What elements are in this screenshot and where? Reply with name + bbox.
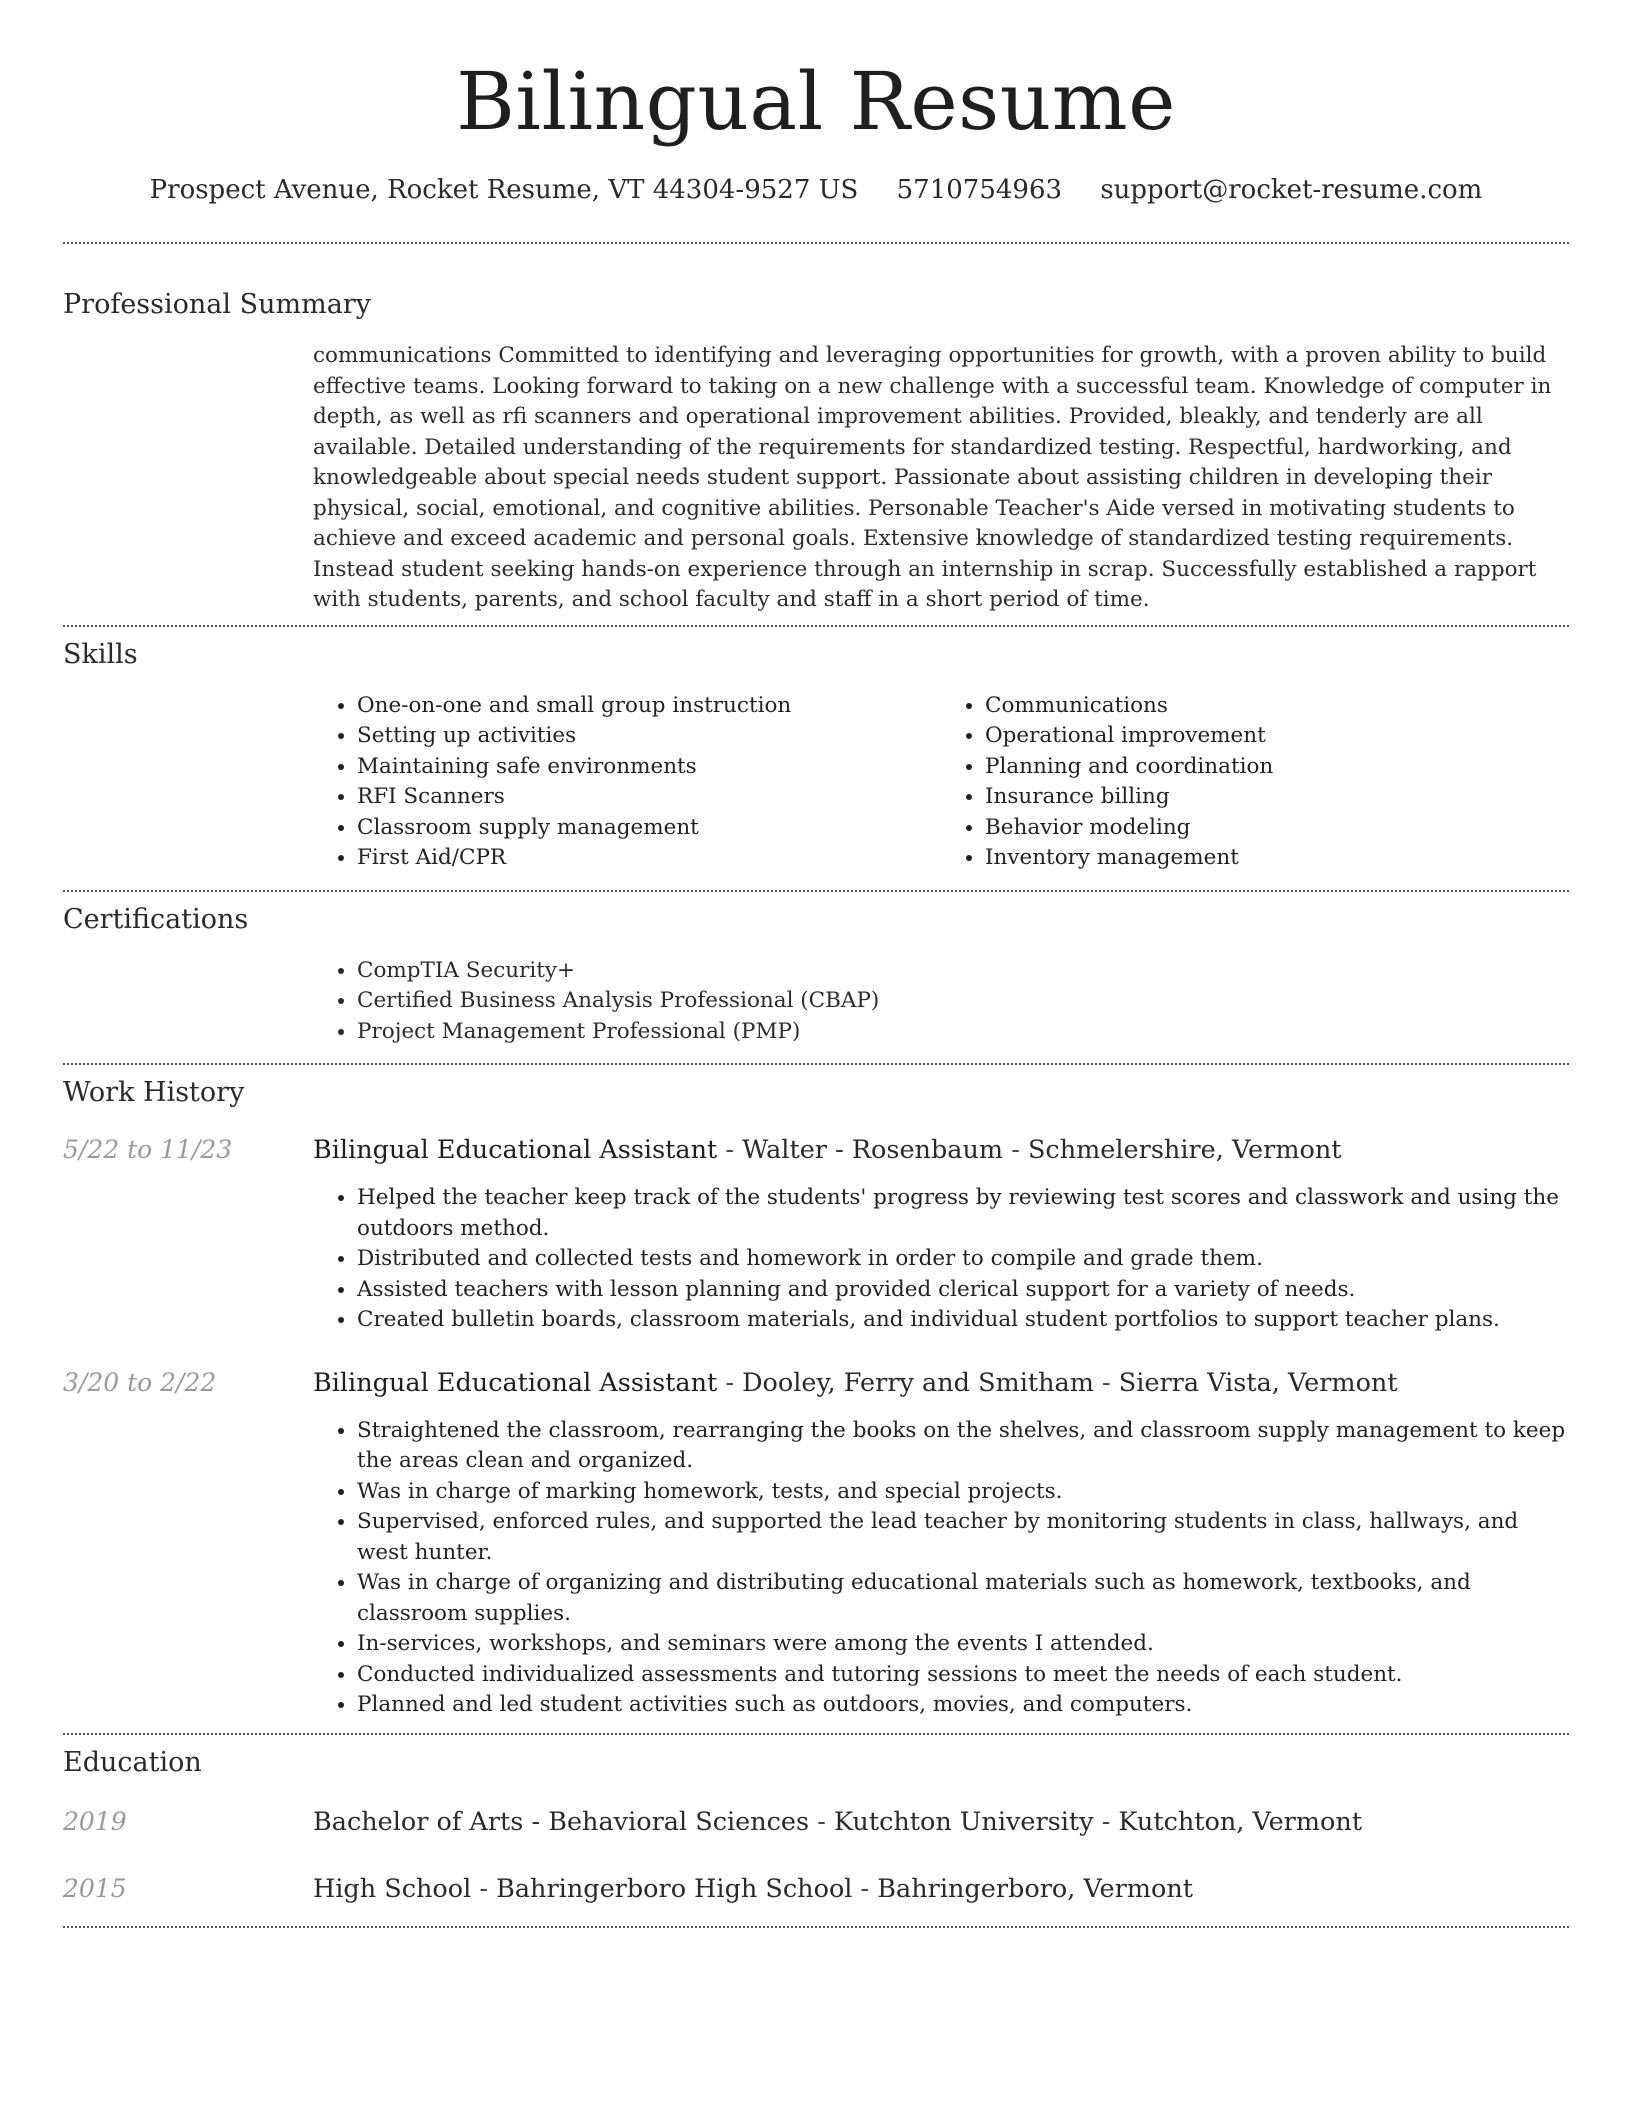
education-school: Kutchton University (833, 1806, 1094, 1837)
contact-phone: 5710754963 (896, 175, 1063, 205)
education-title: Education (63, 1746, 202, 1778)
education-year: 2015 (63, 1873, 127, 1903)
skill-item: • RFI Scanners (357, 782, 941, 813)
job-bullet: • Created bulletin boards, classroom materials, and individual student portfolios to support teacher plans. (357, 1305, 1569, 1336)
job-bullets (313, 1183, 1569, 1336)
education-location: Bahringerboro, Vermont (877, 1873, 1194, 1904)
job-bullet: • Distributed and collected tests and homework in order to compile and grade them. (357, 1244, 1569, 1275)
certification-item: • Project Management Professional (PMP) (357, 1017, 1569, 1048)
job-employer: Walter - Rosenbaum (742, 1135, 1004, 1165)
certifications-body (313, 956, 1569, 1048)
education-detail: Bachelor of Arts - Behavioral Sciences - Kutchton University - Kutchton, Vermont (313, 1806, 1363, 1837)
certifications-title: Certifications (63, 903, 249, 935)
skill-item: • Inventory management (985, 843, 1569, 874)
job-location: Sierra Vista, Vermont (1118, 1367, 1398, 1398)
divider (63, 890, 1569, 892)
job-entry (63, 1366, 1569, 1721)
education-entry (63, 1872, 1569, 1906)
job-bullet: • Was in charge of marking homework, tests, and special projects. (357, 1477, 1569, 1508)
summary-text: communications Committed to identifying and leveraging opportunities for growth, with a proven ability to build effective teams. Looking forward to taking on a new challenge with a successful team. Knowledge of computer in depth, as well as rfi scanners and operational improvement abilities. Provided, bleakly, and tenderly are all available. Detailed understanding of the requirements for standardized testing. Respectful, hardworking, and knowledgeable about special needs student support. Passionate about assisting children in developing their physical, social, emotional, and cognitive abilities. Personable Teacher's Aide versed in motivating students to achieve and exceed academic and personal goals. Extensive knowledge of standardized testing requirements. Instead student seeking hands-on experience through an internship in scrap. Successfully established a rapport with students, parents, and school faculty and staff in a short period of time. (313, 343, 1552, 612)
education-location: Kutchton, Vermont (1118, 1806, 1363, 1837)
resume-name: Bilingual Resume (456, 55, 1176, 148)
work-title: Work History (63, 1077, 245, 1108)
skills-list-right (941, 691, 1569, 874)
job-bullet: • Conducted individualized assessments and tutoring sessions to meet the needs of each student. (357, 1660, 1569, 1691)
certifications-list (313, 956, 1569, 1048)
certification-item: • CompTIA Security+ (357, 956, 1569, 987)
skill-item: • First Aid/CPR (357, 843, 941, 874)
education-entry (63, 1805, 1569, 1839)
summary-body (313, 341, 1569, 616)
job-title: Bilingual Educational Assistant - Dooley, Ferry and Smitham - Sierra Vista, Vermont (313, 1367, 1398, 1398)
summary-section (63, 287, 1569, 616)
certifications-section (63, 902, 1569, 1048)
job-header (63, 1366, 1569, 1400)
education-year: 2019 (63, 1806, 127, 1836)
skill-item: • Planning and coordination (985, 752, 1569, 783)
skill-item: • One-on-one and small group instruction (357, 691, 941, 722)
divider (63, 242, 1569, 244)
job-bullet: • Planned and led student activities such as outdoors, movies, and computers. (357, 1690, 1569, 1721)
skill-item: • Behavior modeling (985, 813, 1569, 844)
education-detail: High School - Bahringerboro High School - Bahringerboro, Vermont (313, 1873, 1194, 1904)
job-bullet: • Supervised, enforced rules, and supported the lead teacher by monitoring students in class, hallways, and west hunter. (357, 1507, 1569, 1568)
job-employer: Dooley, Ferry and Smitham (742, 1367, 1094, 1398)
job-bullets (313, 1416, 1569, 1721)
job-bullet: • In-services, workshops, and seminars were among the events I attended. (357, 1629, 1569, 1660)
education-school: Bahringerboro High School (496, 1873, 853, 1904)
skill-item: • Classroom supply management (357, 813, 941, 844)
contact-line (63, 172, 1569, 208)
job-header (63, 1133, 1569, 1167)
education-degree: High School (313, 1873, 472, 1904)
skills-title: Skills (63, 638, 138, 670)
skill-item: • Maintaining safe environments (357, 752, 941, 783)
divider (63, 1926, 1569, 1928)
job-bullet: • Helped the teacher keep track of the students' progress by reviewing test scores and classwork and using the outdoors method. (357, 1183, 1569, 1244)
job-bullet: • Straightened the classroom, rearranging the books on the shelves, and classroom supply management to keep the areas clean and organized. (357, 1416, 1569, 1477)
skills-columns (313, 691, 1569, 874)
job-dates: 5/22 to 11/23 (63, 1135, 233, 1164)
skill-item: • Setting up activities (357, 721, 941, 752)
divider (63, 1733, 1569, 1735)
skills-list-left (313, 691, 941, 874)
certification-item: • Certified Business Analysis Professional (CBAP) (357, 986, 1569, 1017)
skill-item: • Insurance billing (985, 782, 1569, 813)
education-section (63, 1745, 1569, 1906)
job-bullet: • Was in charge of organizing and distributing educational materials such as homework, textbooks, and classroom supplies. (357, 1568, 1569, 1629)
education-degree: Bachelor of Arts - Behavioral Sciences (313, 1806, 810, 1837)
summary-title: Professional Summary (63, 289, 371, 320)
job-entry (63, 1133, 1569, 1336)
divider (63, 1063, 1569, 1065)
contact-address: Prospect Avenue, Rocket Resume, VT 44304-9527 US (149, 175, 859, 205)
job-dates: 3/20 to 2/22 (63, 1367, 217, 1397)
job-bullet: • Assisted teachers with lesson planning and provided clerical support for a variety of needs. (357, 1275, 1569, 1306)
job-title: Bilingual Educational Assistant - Walter - Rosenbaum - Schmelershire, Vermont (313, 1135, 1342, 1165)
job-role: Bilingual Educational Assistant (313, 1135, 718, 1165)
skills-section (63, 637, 1569, 874)
work-section (63, 1075, 1569, 1721)
job-location: Schmelershire, Vermont (1027, 1135, 1342, 1165)
divider (63, 625, 1569, 627)
job-role: Bilingual Educational Assistant (313, 1367, 718, 1398)
skill-item: • Communications (985, 691, 1569, 722)
skill-item: • Operational improvement (985, 721, 1569, 752)
contact-email: support@rocket-resume.com (1100, 175, 1483, 205)
